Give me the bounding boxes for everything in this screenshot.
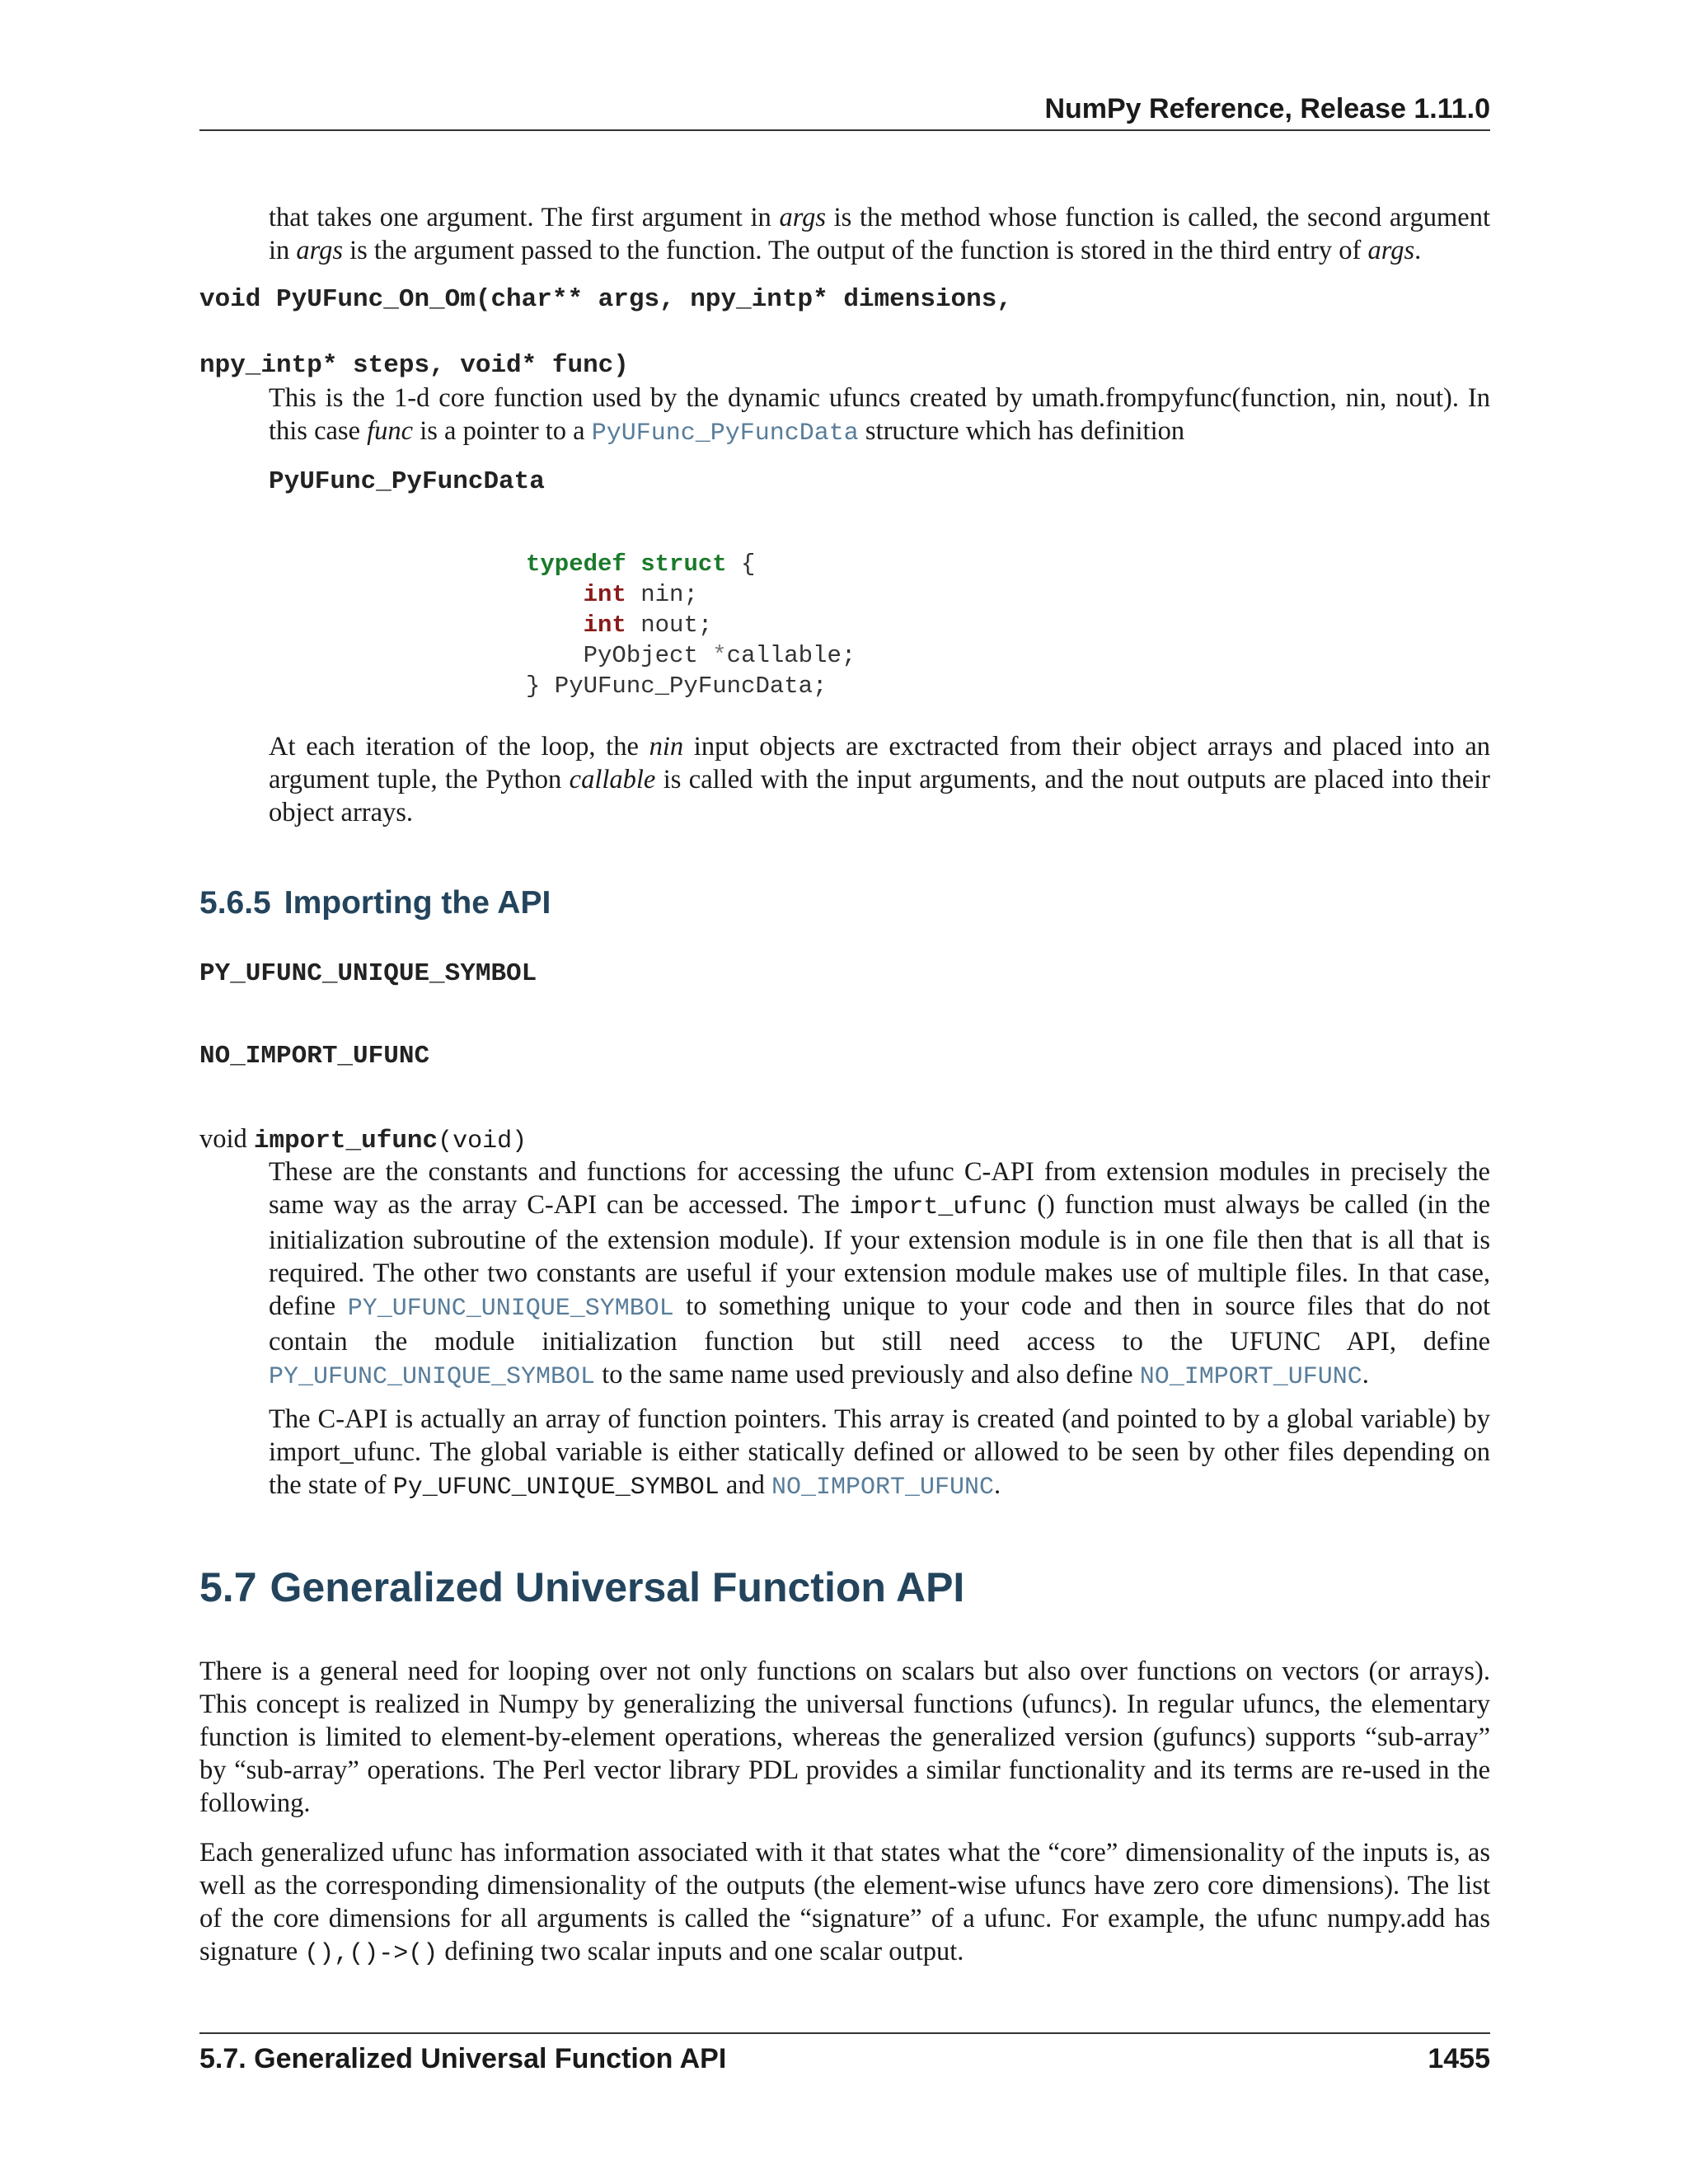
constant-no-import: NO_IMPORT_UFUNC — [199, 1042, 430, 1071]
unique-symbol-link[interactable]: PY_UFUNC_UNIQUE_SYMBOL — [269, 1363, 596, 1391]
header-rule — [199, 129, 1490, 131]
unique-symbol-link[interactable]: PY_UFUNC_UNIQUE_SYMBOL — [347, 1295, 674, 1323]
page — [199, 0, 1490, 2184]
function-signature-on-om-cont: npy_intp* steps, void* func) — [199, 351, 629, 380]
intro-paragraph: that takes one argument. The first argument in args is the method whose function is called, the second argument in args is the argument passed to the function. The output of the function is stored in the third entry of args. — [269, 203, 1490, 265]
on-om-description: This is the 1-d core function used by the dynamic ufuncs created by umath.frompyfunc(function, nin, nout). In this case func is a pointer to a PyUFunc_PyFuncData structure which has definition — [269, 383, 1490, 448]
page-number: 1455 — [1428, 2043, 1490, 2074]
struct-name: PyUFunc_PyFuncData — [269, 467, 545, 496]
iteration-paragraph: At each iteration of the loop, the nin input objects are exctracted from their object arrays and placed into an argument tuple, the Python callable is called with the input arguments, and the nout outputs are placed into their object arrays. — [269, 732, 1491, 827]
no-import-link[interactable]: NO_IMPORT_UFUNC — [771, 1474, 995, 1502]
section-heading-generalized: 5.7 Generalized Universal Function API — [199, 1564, 965, 1610]
function-signature-on-om: void PyUFunc_On_Om(char** args, npy_intp* dimensions, — [199, 285, 1012, 314]
import-paragraph-1: These are the constants and functions for accessing the ufunc C-API from extension modules in precisely the same way as the array C-API can be accessed. The import_ufunc () function must always be called (in the initialization subroutine of the extension module). If your extension module is in one file then that is all that is required. The other two constants are useful if your extension module makes use of multiple files. In that case, define PY_UFUNC_UNIQUE_SYMBOL to something unique to your code and then in source files that do not contain the module initialization function but still need access to the UFUNC API, define PY_UFUNC_UNIQUE_SYMBOL to the same name used previously and also define NO_IMPORT_UFUNC. — [269, 1157, 1491, 1391]
code-block: typedef struct { int nin; int nout; PyObject *callable; } PyUFunc_PyFuncData; — [526, 551, 856, 700]
import-ufunc-signature: void import_ufunc(void) — [199, 1124, 528, 1155]
running-header: NumPy Reference, Release 1.11.0 — [1044, 93, 1490, 124]
import-paragraph-2: The C-API is actually an array of function pointers. This array is created (and pointed to by a global variable) by import_ufunc. The global variable is either statically defined or allowed to be seen by other files depending on the state of Py_UFUNC_UNIQUE_SYMBOL and NO_IMPORT_UFUNC. — [269, 1404, 1490, 1502]
section-heading-importing: 5.6.5 Importing the API — [199, 885, 551, 921]
struct-link[interactable]: PyUFunc_PyFuncData — [591, 419, 859, 448]
footer-section-title: 5.7. Generalized Universal Function API — [199, 2043, 727, 2074]
generalized-paragraph-1: There is a general need for looping over not only functions on scalars but also over functions on vectors (or arrays). This concept is realized in Numpy by generalizing the universal functions (ufuncs). In regular ufuncs, the elementary function is limited to element-by-element operations, whereas the generalized version (gufuncs) supports “sub-array” by “sub-array” operations. The Perl vector library PDL provides a similar functionality and its terms are re-used in the following. — [199, 1657, 1490, 1818]
no-import-link[interactable]: NO_IMPORT_UFUNC — [1139, 1363, 1362, 1391]
footer-rule — [199, 2032, 1490, 2034]
constant-unique-symbol: PY_UFUNC_UNIQUE_SYMBOL — [199, 959, 537, 988]
generalized-paragraph-2: Each generalized ufunc has information associated with it that states what the “core” dimensionality of the inputs is, as well as the corresponding dimensionality of the outputs (the element-wise ufuncs have zero core dimensions). The list of the core dimensions for all arguments is called the “signature” of a ufunc. For example, the ufunc numpy.add has signature (),()->() defining two scalar inputs and one scalar output. — [199, 1838, 1490, 1968]
